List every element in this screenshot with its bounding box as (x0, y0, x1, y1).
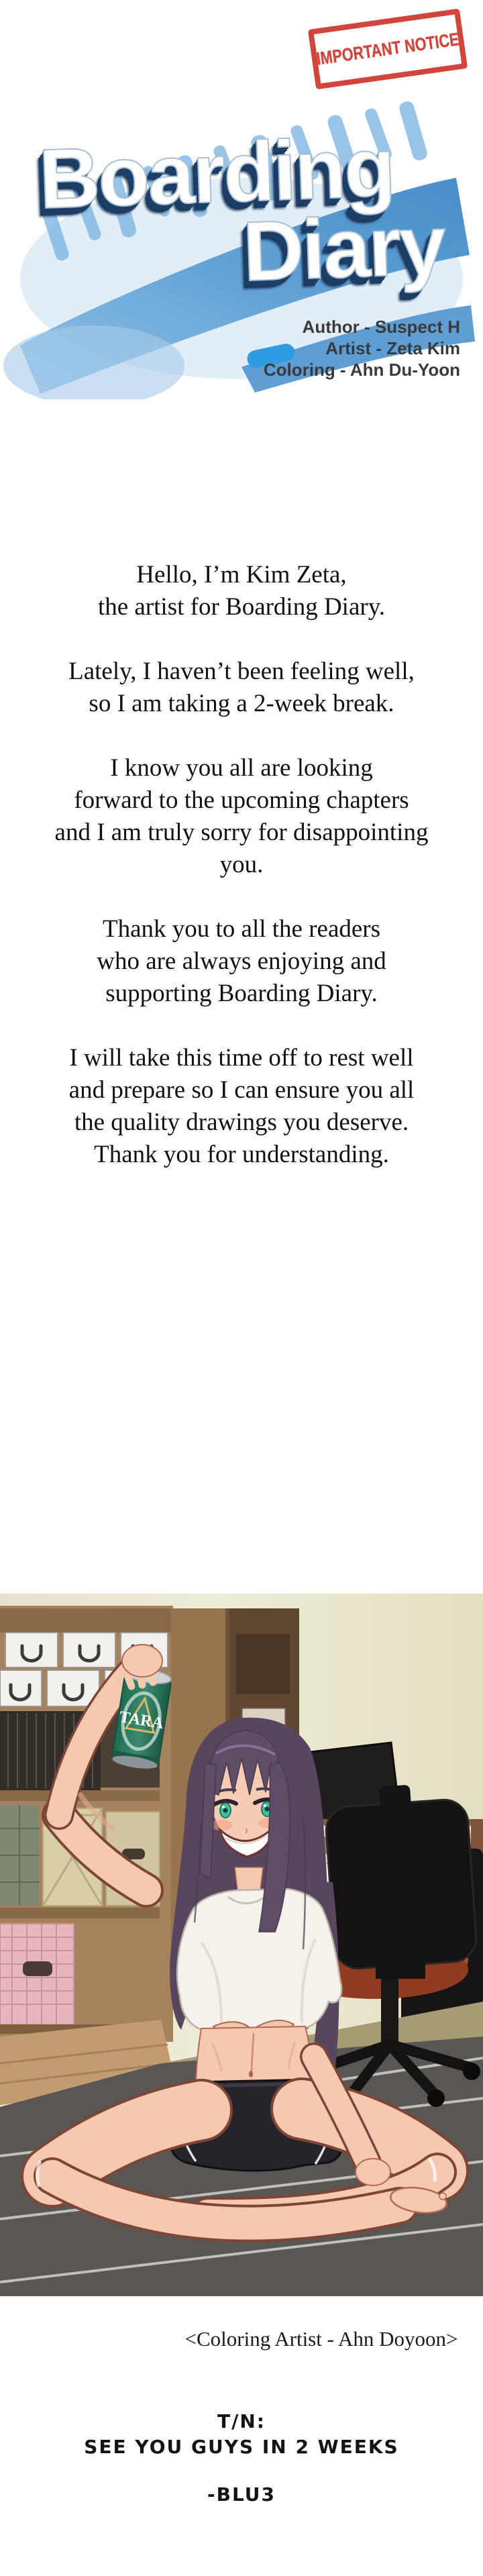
notice-text-block (0, 559, 483, 1171)
notice-line: Thank you to all the readers (102, 915, 381, 943)
notice-line: you. (219, 851, 264, 878)
notice-paragraph-4 (0, 913, 483, 1010)
staff-credits (264, 316, 460, 380)
notice-line: Thank you for understanding. (94, 1141, 389, 1168)
notice-line: the quality drawings you deserve. (74, 1109, 409, 1136)
logo-word-boarding: Boarding (37, 119, 396, 227)
notice-line: who are always enjoying and (97, 947, 386, 975)
notice-line: Hello, I’m Kim Zeta, (136, 561, 347, 588)
notice-paragraph-3 (0, 752, 483, 881)
logo-word-diary: Diary (241, 197, 446, 299)
notice-line: the artist for Boarding Diary. (97, 593, 386, 621)
credit-coloring: Coloring - Ahn Du-Yoon (263, 360, 460, 380)
can-label-text: TARA (118, 1708, 165, 1733)
notice-line: I know you all are looking (110, 754, 373, 782)
notice-line: supporting Boarding Diary. (105, 980, 378, 1007)
crop-top (177, 1889, 341, 2036)
credit-artist: Artist - Zeta Kim (325, 338, 460, 358)
midriff (196, 2026, 314, 2082)
tn-message: SEE YOU GUYS IN 2 WEEKS (84, 2436, 399, 2458)
coloring-artist-credit: <Coloring Artist - Ahn Doyoon> (184, 2327, 458, 2351)
pink-lattice-box (0, 1924, 74, 2024)
notice-paragraph-2 (0, 656, 483, 720)
tn-signature: -BLU3 (207, 2483, 276, 2506)
artist-illustration (0, 1594, 483, 2296)
notice-line: and prepare so I can ensure you all (68, 1076, 415, 1104)
notice-line: I will take this time off to rest well (69, 1044, 414, 1072)
notice-line: Lately, I haven’t been feeling well, (68, 658, 415, 685)
illustration-canvas (0, 1594, 483, 2296)
notice-paragraph-1 (0, 559, 483, 623)
tn-label: T/N: (217, 2410, 266, 2432)
credit-author: Author - Suspect H (302, 317, 460, 337)
notice-paragraph-5 (0, 1042, 483, 1171)
notice-line: and I am truly sorry for disappointing (54, 819, 429, 846)
translator-note (0, 2409, 483, 2508)
notice-line: forward to the upcoming chapters (74, 786, 409, 814)
notice-line: so I am taking a 2-week break. (89, 690, 394, 717)
important-notice-stamp-text: IMPORTANT NOTICE (315, 28, 461, 69)
